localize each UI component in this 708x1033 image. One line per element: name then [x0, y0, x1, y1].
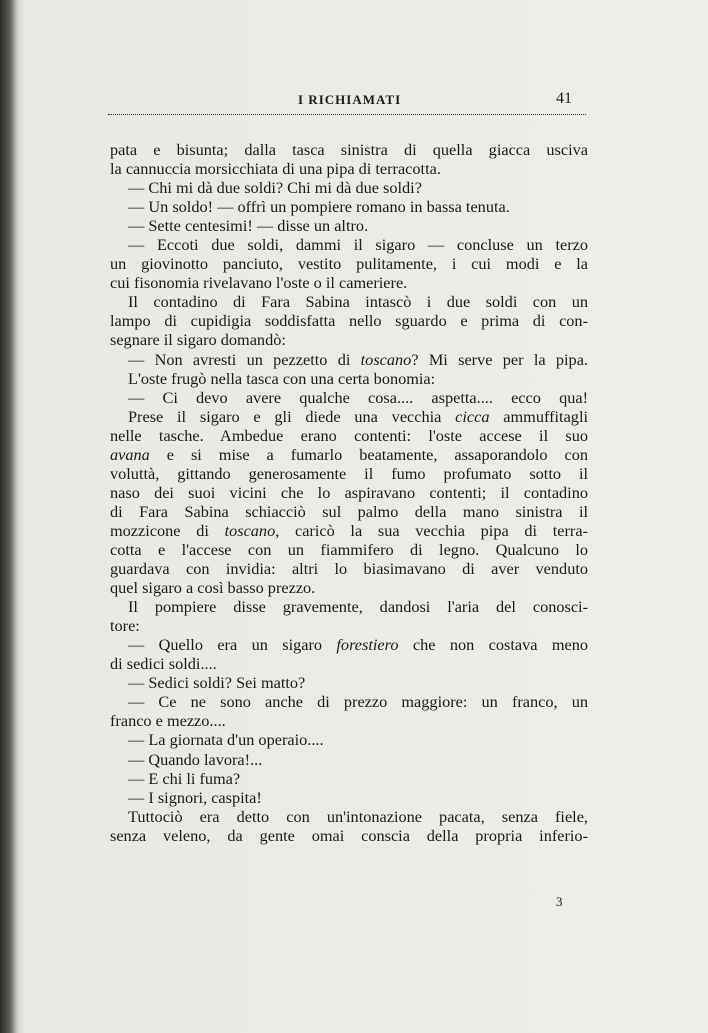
text-line [110, 407, 588, 426]
italic-word: avana [110, 444, 150, 464]
text-segment: e si mise a fumarlo beatamente, assaporandolo con [149, 444, 588, 464]
text-line: L'oste frugò nella tasca con una certa bonomia: [128, 368, 436, 388]
text-line: quel sigaro a così basso prezzo. [110, 578, 316, 598]
text-line: tore: [110, 616, 140, 636]
text-line: franco e mezzo.... [110, 711, 226, 731]
text-line: di sedici soldi.... [110, 654, 217, 674]
text-segment: mozzicone di [110, 520, 225, 540]
text-line: — Quando lavora!... [128, 749, 263, 769]
text-line: lampo di cupidigia soddisfatta nello sguardo e prima di con- [110, 311, 588, 331]
page-number: 41 [556, 90, 572, 107]
running-header [108, 90, 586, 114]
text-line [110, 521, 588, 540]
page-binding-shadow [0, 0, 18, 1033]
text-line: la cannuccia morsicchiata di una pipa di terracotta. [110, 159, 441, 179]
text-line [110, 635, 588, 654]
text-line: cotta e l'accese con un fiammifero di legno. Qualcuno lo [110, 539, 588, 559]
text-line: naso dei suoi vicini che lo aspiravano contenti; il contadino [110, 482, 588, 502]
text-segment: ? Mi serve per la pipa. [411, 349, 588, 369]
italic-word: forestiero [336, 635, 399, 655]
text-line: di Fara Sabina schiacciò sul palmo della mano sinistra il [110, 501, 588, 521]
text-line: — Un soldo! — offrì un pompiere romano in bassa tenuta. [128, 197, 510, 217]
body-text [110, 140, 588, 845]
text-line: Il contadino di Fara Sabina intascò i due soldi con un [128, 292, 588, 312]
text-line [110, 350, 588, 369]
text-line: guardava con invidia: altri lo biasimavano di aver venduto [110, 559, 588, 579]
text-line: — Eccoti due soldi, dammi il sigaro — concluse un terzo [128, 235, 588, 255]
text-line: — E chi li fuma? [128, 768, 241, 788]
text-line: — Chi mi dà due soldi? Chi mi dà due soldi? [128, 178, 422, 198]
text-line: un giovinotto panciuto, vestito pulitamente, i cui modi e la [110, 254, 588, 274]
text-line: voluttà, gittando generosamente il fumo profumato sotto il [110, 463, 588, 483]
text-segment: — Quello era un sigaro [128, 635, 337, 655]
text-line: segnare il sigaro domandò: [110, 330, 286, 350]
text-line: pata e bisunta; dalla tasca sinistra di quella giacca usciva [110, 140, 588, 159]
text-segment: Prese il sigaro e gli diede una vecchia [128, 406, 456, 426]
header-rule [108, 114, 586, 115]
text-line: nelle tasche. Ambedue erano contenti: l'oste accese il suo [110, 425, 588, 445]
italic-word: toscano [224, 520, 276, 540]
text-line: — Ci devo avere qualche cosa.... aspetta.... ecco qua! [128, 387, 588, 407]
text-segment: che non costava meno [398, 635, 589, 655]
text-line: — I signori, caspita! [128, 787, 262, 807]
text-line: — Sedici soldi? Sei matto? [128, 673, 306, 693]
text-segment: — Non avresti un pezzetto di [128, 349, 361, 369]
text-segment: , caricò la sua vecchia pipa di terra- [275, 520, 588, 540]
italic-word: cicca [455, 406, 490, 426]
text-line: — La giornata d'un operaio.... [128, 730, 324, 750]
italic-word: toscano [360, 349, 412, 369]
text-segment: ammuffitagli [489, 406, 588, 426]
text-line: cui fisonomia rivelavano l'oste o il cameriere. [110, 273, 408, 293]
text-line: — Ce ne sono anche di prezzo maggiore: un franco, un [128, 692, 588, 712]
text-line [110, 445, 588, 464]
running-title: I RICHIAMATI [298, 92, 402, 107]
text-line: senza veleno, da gente omai conscia della propria inferio- [110, 825, 588, 845]
text-line: — Sette centesimi! — disse un altro. [128, 216, 369, 236]
text-line: Tuttociò era detto con un'intonazione pacata, senza fiele, [128, 806, 588, 826]
signature-mark: 3 [556, 894, 563, 909]
text-line: Il pompiere disse gravemente, dandosi l'aria del conosci- [128, 597, 588, 617]
